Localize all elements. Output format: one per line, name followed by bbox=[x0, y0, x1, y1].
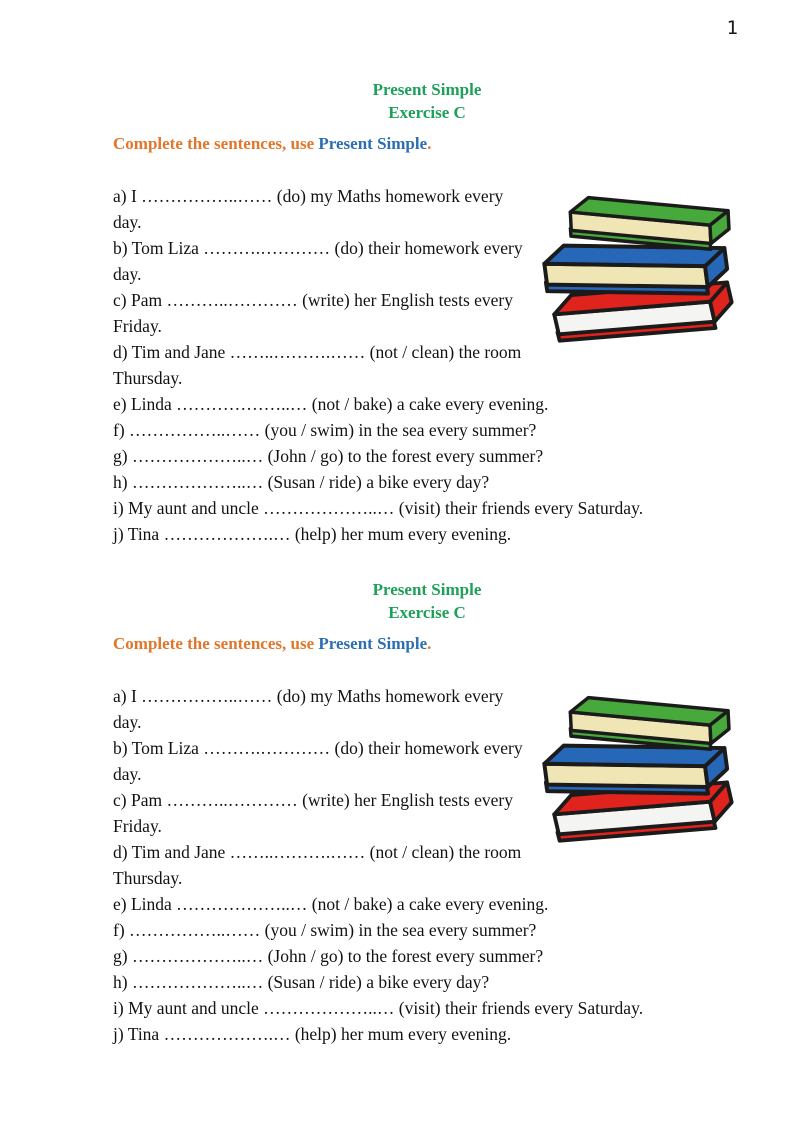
exercise-item-d: d) Tim and Jane ……..……….…… (not / clean) the room Thursday. bbox=[113, 342, 522, 388]
instruction-highlight: Present Simple bbox=[318, 634, 428, 653]
exercise-title-line2: Exercise C bbox=[388, 103, 466, 122]
exercise-item-i: i) My aunt and uncle ………………..… (visit) their friends every Saturday. bbox=[113, 998, 644, 1018]
stacked-books-illustration bbox=[536, 191, 741, 351]
exercise-block bbox=[113, 578, 741, 1047]
instruction-suffix: . bbox=[427, 634, 432, 653]
exercise-item-e: e) Linda ………………..… (not / bake) a cake every evening. bbox=[113, 394, 549, 414]
instruction-highlight: Present Simple bbox=[318, 134, 428, 153]
exercise-block bbox=[113, 78, 741, 547]
exercise-item-d: d) Tim and Jane ……..……….…… (not / clean) the room Thursday. bbox=[113, 842, 522, 888]
exercise-item-f: f) ……………..…… (you / swim) in the sea every summer? bbox=[113, 920, 537, 940]
exercise-item-j: j) Tina ……………….… (help) her mum every evening. bbox=[113, 1024, 512, 1044]
exercise-body bbox=[113, 683, 741, 1047]
exercise-item-j: j) Tina ……………….… (help) her mum every evening. bbox=[113, 524, 512, 544]
exercise-item-i: i) My aunt and uncle ………………..… (visit) their friends every Saturday. bbox=[113, 498, 644, 518]
exercise-body bbox=[113, 183, 741, 547]
exercise-item-b: b) Tom Liza ……….………… (do) their homework every day. bbox=[113, 238, 523, 284]
exercise-item-h: h) ………………..… (Susan / ride) a bike every day? bbox=[113, 472, 490, 492]
stacked-books-illustration bbox=[536, 691, 741, 851]
exercise-item-b: b) Tom Liza ……….………… (do) their homework every day. bbox=[113, 738, 523, 784]
exercise-item-c: c) Pam ………..………… (write) her English tests every Friday. bbox=[113, 290, 513, 336]
exercise-title-line1: Present Simple bbox=[372, 80, 482, 99]
exercise-title-line1: Present Simple bbox=[372, 580, 482, 599]
instruction-line bbox=[113, 134, 741, 154]
instruction-prefix: Complete the sentences, use bbox=[113, 634, 319, 653]
exercise-item-g: g) ………………..… (John / go) to the forest every summer? bbox=[113, 446, 544, 466]
exercise-item-h: h) ………………..… (Susan / ride) a bike every day? bbox=[113, 972, 490, 992]
exercise-item-a: a) I ……………..…… (do) my Maths homework every day. bbox=[113, 186, 504, 232]
page-number: 1 bbox=[726, 17, 738, 39]
exercise-item-e: e) Linda ………………..… (not / bake) a cake every evening. bbox=[113, 894, 549, 914]
exercise-item-f: f) ……………..…… (you / swim) in the sea every summer? bbox=[113, 420, 537, 440]
exercise-item-g: g) ………………..… (John / go) to the forest every summer? bbox=[113, 946, 544, 966]
books-icon bbox=[536, 691, 741, 851]
exercise-item-c: c) Pam ………..………… (write) her English tests every Friday. bbox=[113, 790, 513, 836]
instruction-prefix: Complete the sentences, use bbox=[113, 134, 319, 153]
books-icon bbox=[536, 191, 741, 351]
instruction-suffix: . bbox=[427, 134, 432, 153]
exercise-title-line2: Exercise C bbox=[388, 603, 466, 622]
exercise-item-a: a) I ……………..…… (do) my Maths homework every day. bbox=[113, 686, 504, 732]
instruction-line bbox=[113, 634, 741, 654]
